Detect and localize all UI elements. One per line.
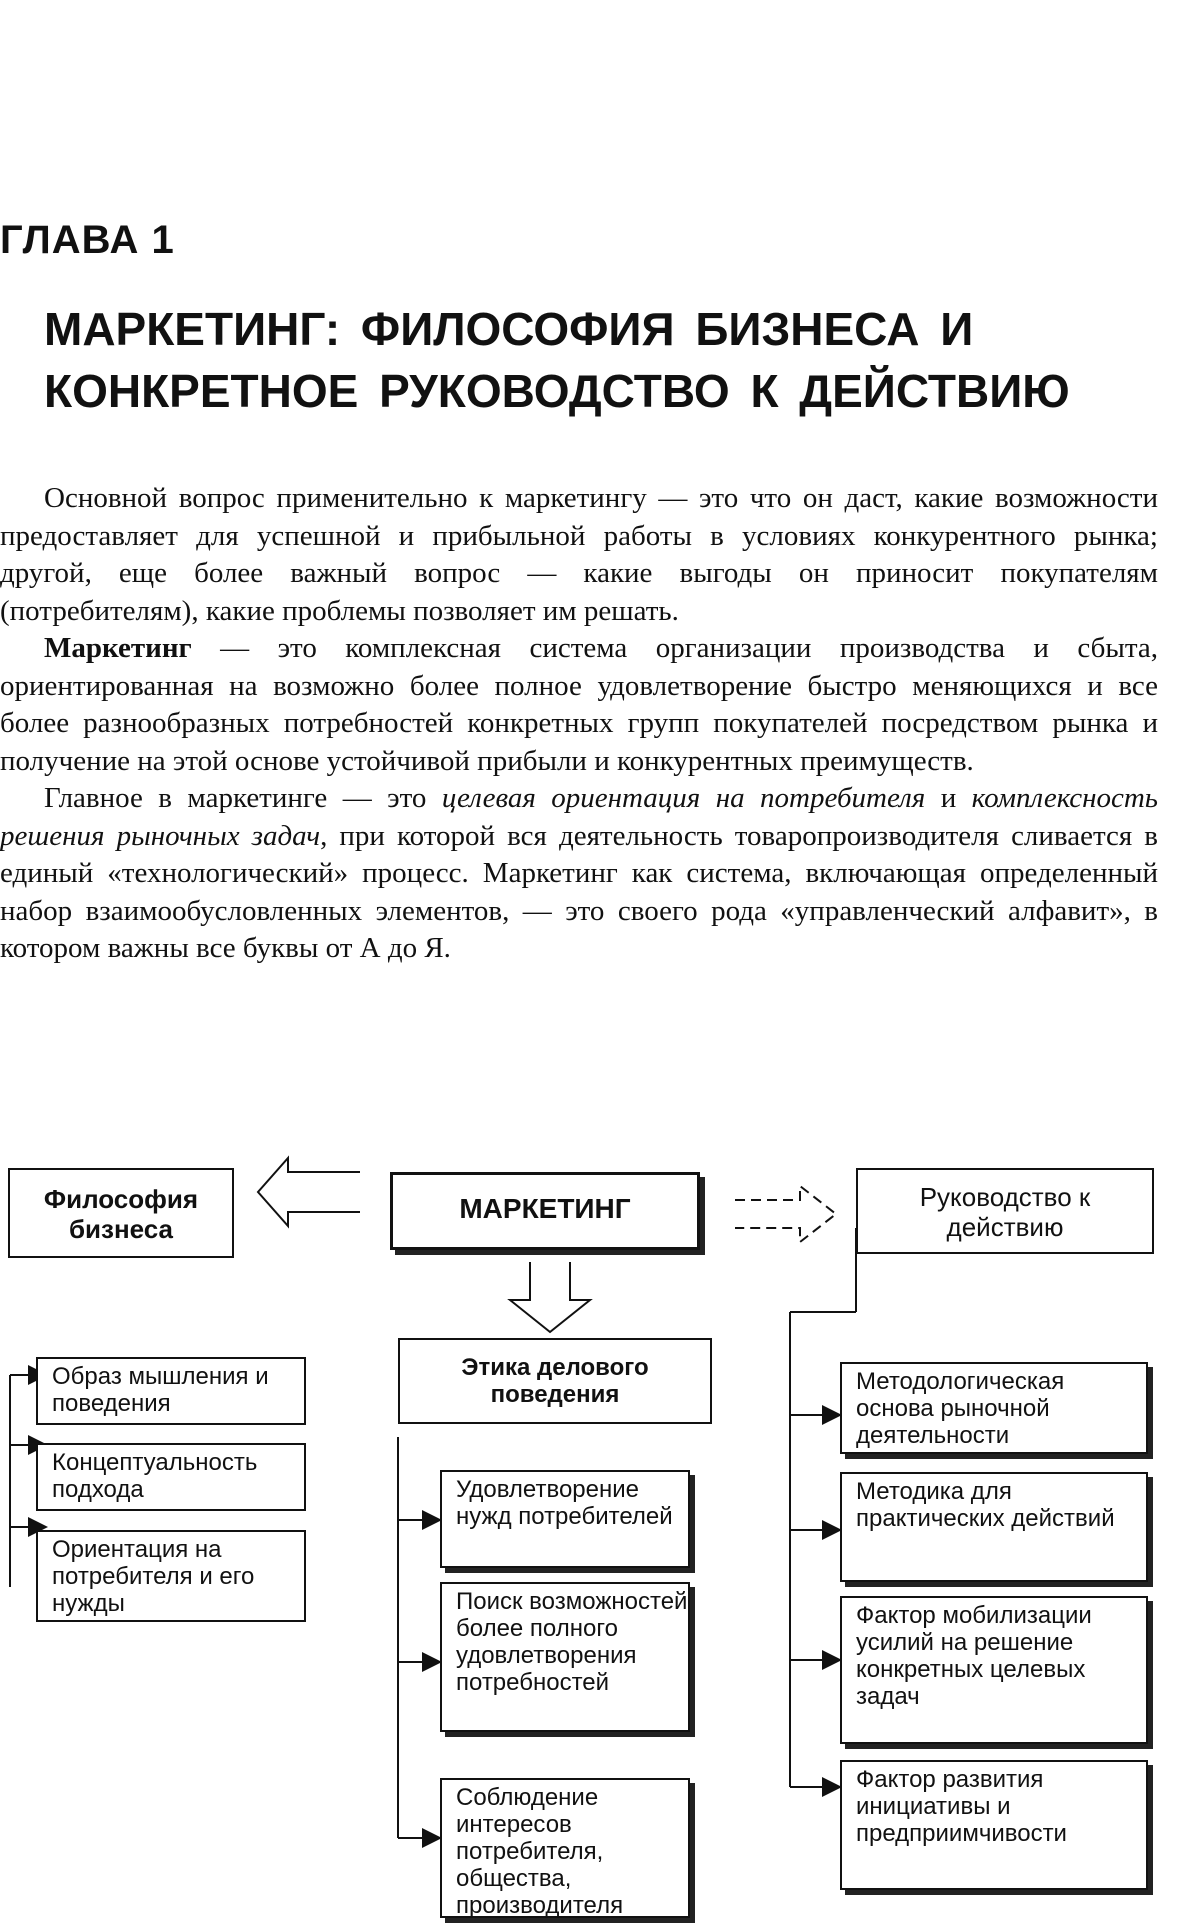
chapter-heading: ГЛАВА 1 bbox=[0, 218, 175, 262]
chapter-title-line-1: МАРКЕТИНГ: ФИЛОСОФИЯ БИЗНЕСА И bbox=[44, 303, 974, 355]
right-item-3-label: Фактор мобилизации усилий на решение конкретных целевых задач bbox=[856, 1602, 1092, 1710]
paragraph-3-text-c: , при которой вся деятельность товаропроизводителя сливается в единый «технологический» процесс. Маркетинг как система, включающая определенный набор взаимообусловленных элементов, — это своего рода «управленческий алфавит», в котором важны все буквы от А до Я. bbox=[0, 819, 1158, 964]
arrow-down-from-marketing bbox=[510, 1262, 590, 1332]
right-item-1 bbox=[840, 1362, 1148, 1454]
right-item-2 bbox=[840, 1472, 1148, 1582]
left-item-1-label: Образ мышления и поведения bbox=[52, 1363, 269, 1417]
philosophy-label: Философия бизнеса bbox=[43, 1184, 199, 1244]
arrow-to-philosophy bbox=[258, 1158, 360, 1226]
center-item-3-label: Соблюдение интересов потребителя, общества, производителя bbox=[456, 1784, 624, 1919]
guide-box bbox=[856, 1168, 1154, 1254]
paragraph-2-text: — это комплексная система организации производства и сбыта, ориентированная на возможно более полное удовлетворение быстро меняющихся и все более разнообразных потребностей конкретных групп покупателей посредством рынка и получение на этой основе устойчивой прибыли и конкурентных преимуществ. bbox=[0, 632, 1158, 777]
chapter-title bbox=[44, 298, 1164, 422]
chapter-title-line-2: КОНКРЕТНОЕ РУКОВОДСТВО К ДЕЙСТВИЮ bbox=[44, 365, 1070, 417]
center-item-3 bbox=[440, 1778, 690, 1918]
right-item-2-label: Методика для практических действий bbox=[856, 1478, 1115, 1532]
center-bracket bbox=[398, 1437, 440, 1838]
paragraph-3-text-b: и bbox=[925, 782, 972, 814]
paragraph-2 bbox=[0, 630, 1158, 780]
right-item-4 bbox=[840, 1760, 1148, 1890]
marketing-label: МАРКЕТИНГ bbox=[459, 1193, 631, 1224]
right-item-4-label: Фактор развития инициативы и предприимчивости bbox=[856, 1766, 1067, 1847]
center-item-2 bbox=[440, 1582, 690, 1732]
ethics-label: Этика делового поведения bbox=[461, 1354, 649, 1408]
ethics-box bbox=[398, 1338, 712, 1424]
arrow-to-guide bbox=[735, 1186, 836, 1242]
right-item-3 bbox=[840, 1596, 1148, 1744]
center-item-1-label: Удовлетворение нужд потребителей bbox=[456, 1476, 673, 1530]
left-item-3-label: Ориентация на потребителя и его нужды bbox=[52, 1536, 255, 1617]
emphasis-target-orientation: целевая ориентация на потребителя bbox=[441, 782, 926, 814]
left-item-3 bbox=[36, 1530, 306, 1622]
philosophy-box bbox=[8, 1168, 234, 1258]
paragraph-1: Основной вопрос применительно к маркетингу — это что он даст, какие возможности предоставляет для успешной и прибыльной работы в условиях конкурентного рынка; другой, еще более важный вопрос — какие выгоды он приносит покупателям (потребителям), какие проблемы позволяет им решать. bbox=[0, 482, 1158, 627]
emphasis-complexity: комплексность решения рыночных задач bbox=[0, 782, 1158, 852]
paragraph-3 bbox=[0, 780, 1158, 968]
center-item-2-label: Поиск возможностей более полного удовлетворения потребностей bbox=[456, 1588, 688, 1696]
marketing-diagram bbox=[0, 1150, 1200, 1931]
left-item-2 bbox=[36, 1443, 306, 1511]
paragraph-3-text-a: Главное в маркетинге — это bbox=[44, 782, 442, 814]
guide-label: Руководство к действию bbox=[919, 1182, 1091, 1242]
marketing-box bbox=[390, 1172, 700, 1250]
term-marketing: Маркетинг bbox=[44, 632, 192, 664]
center-item-1 bbox=[440, 1470, 690, 1568]
left-item-2-label: Концептуальность подхода bbox=[52, 1449, 258, 1503]
left-item-1 bbox=[36, 1357, 306, 1425]
right-item-1-label: Методологическая основа рыночной деятельности bbox=[856, 1368, 1065, 1449]
body-text bbox=[0, 480, 1158, 968]
